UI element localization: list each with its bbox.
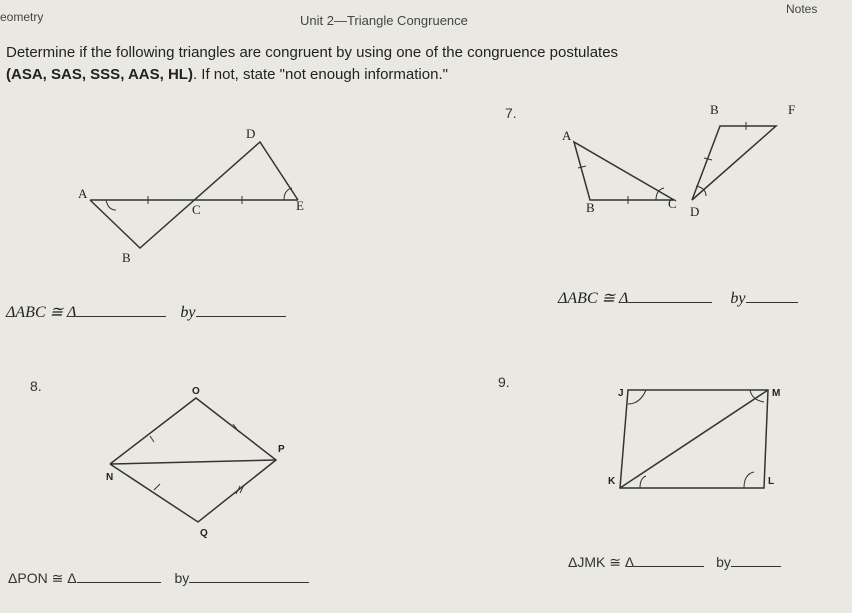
label-j: J xyxy=(618,388,624,399)
angle-mark xyxy=(628,390,646,404)
problem-6-postulate-blank[interactable] xyxy=(196,302,286,317)
problem-8-postulate-blank[interactable] xyxy=(189,568,309,583)
label-d: D xyxy=(690,204,700,219)
instructions-line-1: Determine if the following triangles are congruent by using one of the congruence postulates xyxy=(6,44,619,61)
label-p: P xyxy=(278,444,285,455)
label-c: C xyxy=(192,202,201,217)
tick-mark xyxy=(154,484,160,490)
triangle-def xyxy=(692,126,776,200)
problem-7-statement xyxy=(558,288,798,308)
problem-8-by: by xyxy=(174,570,190,586)
label-n: N xyxy=(106,472,114,483)
problem-9-statement-text: ΔJMK ≅ Δ xyxy=(568,554,635,570)
diagonal-np xyxy=(110,460,276,464)
angle-mark xyxy=(744,472,754,488)
course-title: eometry xyxy=(0,10,44,24)
label-k: K xyxy=(608,476,616,487)
problem-6-statement-text: ΔABC ≅ Δ xyxy=(6,304,77,321)
label-a: A xyxy=(562,128,572,143)
tick-mark xyxy=(578,166,586,168)
problem-6-statement xyxy=(6,302,286,322)
label-b-top: B xyxy=(710,102,719,117)
problem-9-by: by xyxy=(716,554,731,570)
problem-9-postulate-blank[interactable] xyxy=(731,552,781,567)
problem-7-postulate-blank[interactable] xyxy=(746,288,798,303)
angle-mark xyxy=(640,476,646,488)
problem-7-statement-text: ΔABC ≅ Δ xyxy=(558,290,629,307)
problem-7-figure xyxy=(560,96,810,226)
instructions-line-2-rest: . If not, state "not enough information." xyxy=(192,66,448,83)
problem-7-triangle-blank[interactable] xyxy=(628,288,712,303)
problem-8-figure xyxy=(100,388,300,548)
label-a: A xyxy=(78,186,88,201)
postulate-list: (ASA, SAS, SSS, AAS, HL) xyxy=(6,66,193,83)
problem-9-number: 9. xyxy=(498,374,510,390)
label-d: D xyxy=(246,126,256,141)
label-b: B xyxy=(122,250,131,265)
label-c: C xyxy=(668,196,677,211)
problem-9-figure xyxy=(600,380,800,505)
instructions-line-2 xyxy=(6,66,448,83)
problem-8-triangle-blank[interactable] xyxy=(77,568,161,583)
label-o: O xyxy=(192,386,200,397)
diagonal-km xyxy=(620,390,768,488)
unit-title: Unit 2—Triangle Congruence xyxy=(300,13,468,28)
label-q: Q xyxy=(200,528,208,539)
problem-6-triangle-blank[interactable] xyxy=(76,302,166,317)
problem-9-triangle-blank[interactable] xyxy=(634,552,704,567)
angle-mark xyxy=(106,200,116,210)
problem-8-statement-text: ΔPON ≅ Δ xyxy=(8,570,77,586)
problem-6-by: by xyxy=(180,304,196,321)
label-l: L xyxy=(768,476,775,487)
label-e: E xyxy=(296,198,304,213)
problem-7-by: by xyxy=(730,290,746,307)
notes-label: Notes xyxy=(786,2,818,16)
problem-6-figure xyxy=(70,118,320,268)
tick-mark xyxy=(150,436,154,442)
problem-7-number: 7. xyxy=(505,105,517,121)
label-m: M xyxy=(772,388,781,399)
label-f: F xyxy=(788,102,796,117)
problem-8-number: 8. xyxy=(30,378,42,394)
label-b: B xyxy=(586,200,595,215)
triangle-outline xyxy=(90,142,298,248)
problem-8-statement xyxy=(8,568,309,587)
problem-9-statement xyxy=(568,552,781,571)
